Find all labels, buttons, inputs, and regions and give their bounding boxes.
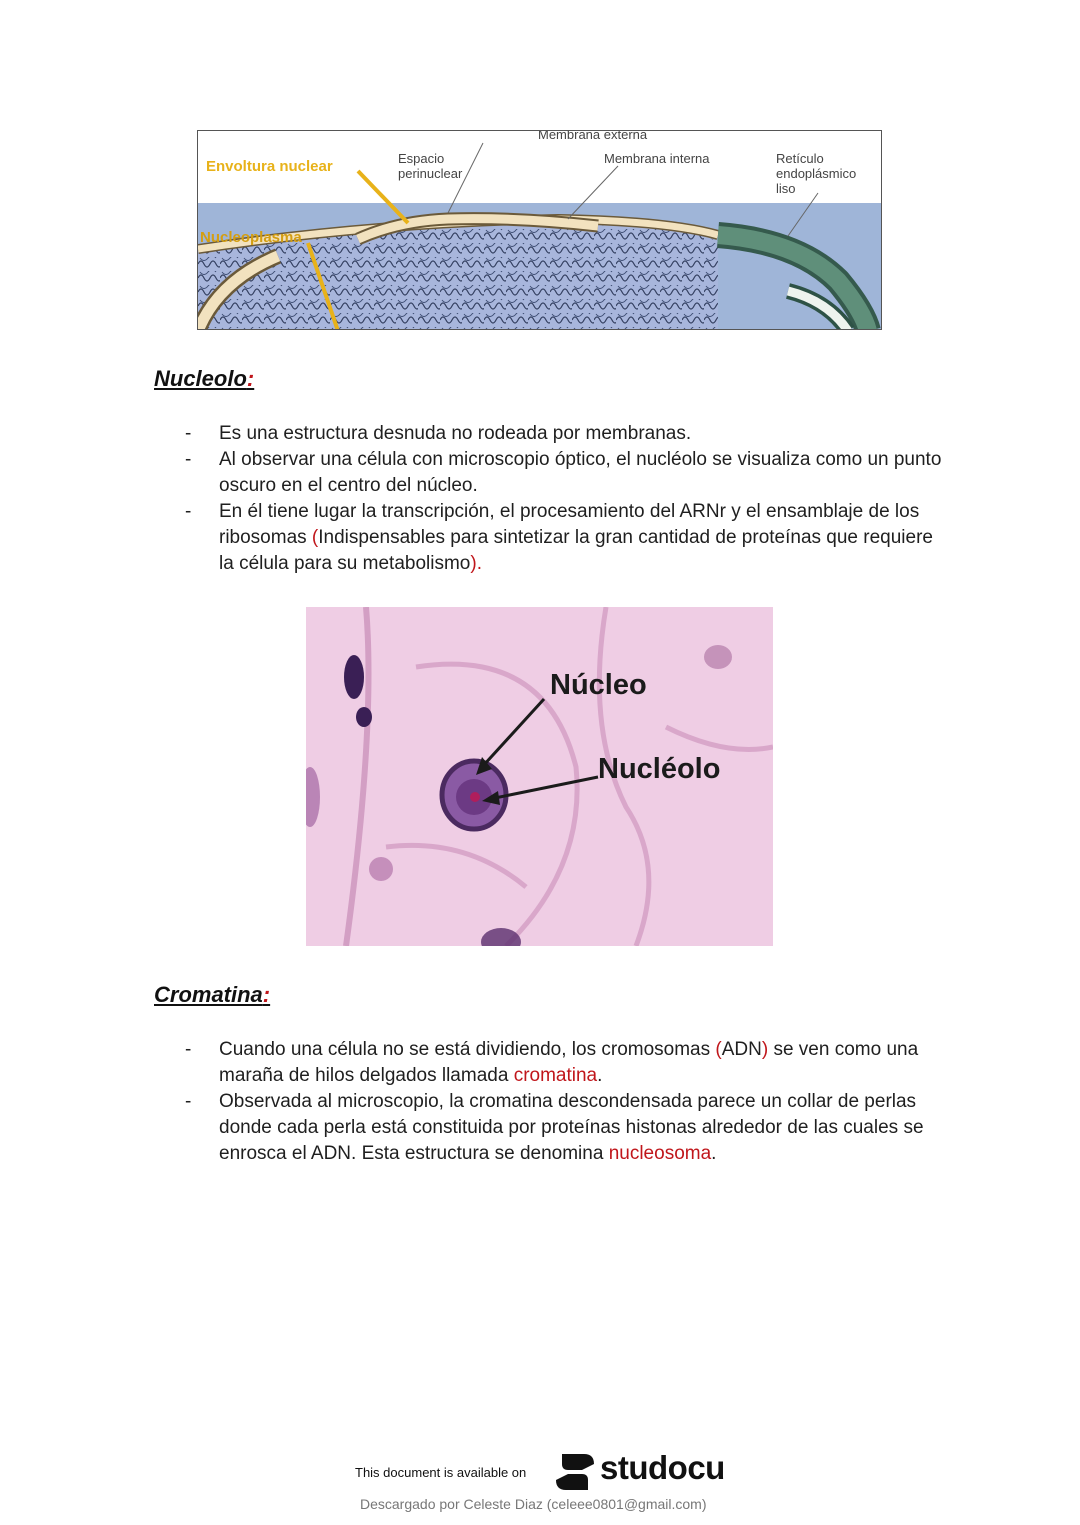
list-item: - Al observar una célula con microscopio óptico, el nucléolo se visualiza como un punto oscuro en el centro del núcleo. [185,449,942,496]
label-nucleoplasma: Nucleoplasma [200,229,302,246]
label-reticulo-endoplasmico: Retículo endoplásmico liso [776,151,857,196]
label-nucleolo: Nucléolo [598,753,721,785]
list-item: - Es una estructura desnuda no rodeada por membranas. [185,423,692,444]
list-item: - En él tiene lugar la transcripción, el procesamiento del ARNr y el ensamblaje de los ribosomas (Indispensables para sintetizar la gran cantidad de proteínas que requiere la célula para su metabolismo). [185,501,933,574]
cromatina-bullet-list [185,1037,945,1167]
label-nucleo: Núcleo [550,669,647,701]
nuclear-envelope-figure [197,130,882,330]
label-espacio-perinuclear: Espacio perinuclear [398,151,463,181]
list-item: - Observada al microscopio, la cromatina descondensada parece un collar de perlas donde cada perla está constituida por proteínas histonas alrededor de las cuales se enrosca el ADN. Esta estructura se denomina nucleosoma. [185,1091,924,1164]
studocu-brand-link[interactable]: studocu [600,1449,725,1486]
label-envoltura-nuclear: Envoltura nuclear [206,158,333,175]
nucleolo-bullet-list [185,421,945,577]
studocu-logo-icon[interactable] [554,1450,596,1494]
footer-available-text: This document is available on [355,1465,527,1480]
label-membrana-interna: Membrana interna [604,151,710,166]
heading-cromatina: Cromatina: [154,982,271,1007]
label-membrana-externa: Membrana externa [538,130,648,142]
heading-nucleolo: Nucleolo: [154,366,255,391]
nucleolus-micrograph [306,607,773,946]
footer-download-info: Descargado por Celeste Diaz (celeee0801@gmail.com) [360,1496,707,1512]
list-item: - Cuando una célula no se está dividiendo, los cromosomas (ADN) se ven como una maraña de hilos delgados llamada cromatina. [185,1039,919,1086]
